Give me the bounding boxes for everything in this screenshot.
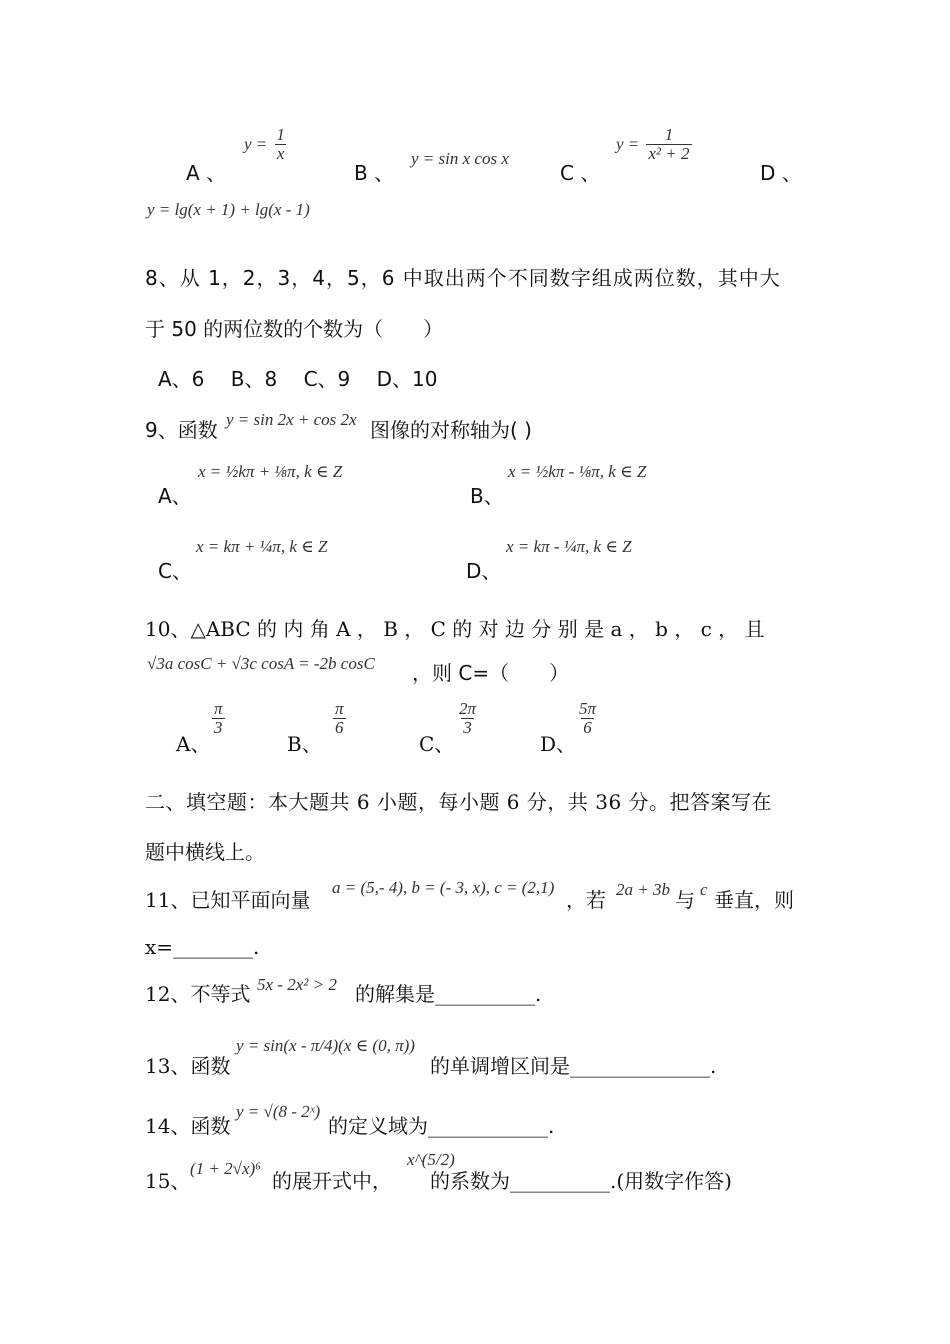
q8-question-line1: 8、从 1，2，3，4，5，6 中取出两个不同数字组成两位数，其中大 bbox=[145, 266, 781, 290]
q15-mid: 的展开式中， bbox=[272, 1169, 392, 1193]
q7-option-a-label: A 、 bbox=[186, 161, 227, 185]
q11-vectors: a = (5,- 4), b = (- 3, x), c = (2,1) bbox=[332, 878, 555, 897]
q10-b-numerator: π bbox=[335, 699, 344, 718]
q10-d-denominator: 6 bbox=[583, 718, 592, 737]
q9-option-c-formula: x = kπ + ¼π, k ∈ Z bbox=[196, 537, 328, 556]
q11-suffix: 垂直，则 bbox=[714, 888, 794, 912]
q10-b-denominator: 6 bbox=[335, 718, 344, 737]
q10-option-a-label: A、 bbox=[176, 732, 211, 756]
q7-c-denominator: x² + 2 bbox=[648, 144, 690, 163]
q10-equation: √3a cosC + √3c cosA = -2b cosC bbox=[147, 654, 375, 673]
q14-function: y = √(8 - 2ˣ) bbox=[236, 1102, 321, 1121]
q7-option-a-formula: y = $\frac{1}{x}$ bbox=[244, 125, 285, 163]
q7-a-numerator: 1 bbox=[276, 125, 285, 144]
q7-option-d-formula: y = lg(x + 1) + lg(x - 1) bbox=[147, 200, 310, 219]
q9-option-b-label: B、 bbox=[470, 484, 504, 508]
q10-a-denominator: 3 bbox=[214, 718, 223, 737]
q11-prefix: 11、已知平面向量 bbox=[145, 888, 311, 912]
q15-prefix: 15、 bbox=[145, 1169, 191, 1193]
q15-term: x^(5/2) bbox=[407, 1150, 455, 1169]
q10-option-d-formula bbox=[575, 700, 600, 737]
q11-mid: ，若 bbox=[566, 888, 606, 912]
q7-c-numerator: 1 bbox=[664, 125, 674, 144]
q13-prefix: 13、函数 bbox=[145, 1054, 231, 1078]
q10-suffix: ，则 C=（ ） bbox=[412, 661, 570, 685]
q10-option-b-label: B、 bbox=[287, 732, 322, 756]
q10-option-c-label: C、 bbox=[419, 732, 455, 756]
q11-mid2: 与 bbox=[675, 888, 695, 912]
q10-option-c-formula bbox=[455, 700, 480, 737]
q10-question-line1: 10、△ABC 的 内 角 A ， B ， C 的 对 边 分 别 是 a ， b ， c ， 且 bbox=[145, 617, 765, 641]
q7-option-b-label: B 、 bbox=[354, 161, 395, 185]
q9-option-a-label: A、 bbox=[158, 484, 192, 508]
q13-function: y = sin(x - π/4)(x ∈ (0, π)) bbox=[236, 1036, 415, 1055]
q12-prefix: 12、不等式 bbox=[145, 982, 251, 1006]
q12-inequality: 5x - 2x² > 2 bbox=[257, 975, 337, 994]
q9-option-c-label: C、 bbox=[158, 559, 192, 583]
q8-options: A、6 B、8 C、9 D、10 bbox=[158, 367, 438, 391]
q9-option-a-formula: x = ½kπ + ⅛π, k ∈ Z bbox=[198, 462, 343, 481]
q10-option-a-formula bbox=[210, 700, 227, 737]
q10-d-numerator: 5π bbox=[579, 699, 597, 718]
q14-prefix: 14、函数 bbox=[145, 1114, 231, 1138]
q7-option-c-formula: y = $\frac{1}{\text{x² + 2}}$ bbox=[616, 125, 690, 163]
q11-vector-c: c bbox=[700, 880, 708, 899]
q10-option-d-label: D、 bbox=[540, 732, 577, 756]
q11-expression: 2a + 3b bbox=[616, 880, 670, 899]
q10-c-numerator: 2π bbox=[459, 699, 477, 718]
q13-suffix: 的单调增区间是______________. bbox=[430, 1054, 717, 1078]
q10-c-denominator: 3 bbox=[463, 718, 472, 737]
q12-suffix: 的解集是__________. bbox=[355, 982, 542, 1006]
q9-option-d-formula: x = kπ - ¼π, k ∈ Z bbox=[506, 537, 632, 556]
q15-expression: (1 + 2√x)⁶ bbox=[190, 1159, 262, 1178]
q7-option-d-label: D 、 bbox=[760, 161, 802, 185]
q7-option-b-formula: y = sin x cos x bbox=[411, 149, 509, 168]
q9-option-b-formula: x = ½kπ - ⅛π, k ∈ Z bbox=[508, 462, 647, 481]
q9-option-d-label: D、 bbox=[466, 559, 502, 583]
q10-option-b-formula bbox=[331, 700, 348, 737]
q9-suffix: 图像的对称轴为( ) bbox=[370, 418, 532, 442]
q11-answer-line: x=________. bbox=[145, 935, 260, 959]
q8-question-line2: 于 50 的两位数的个数为（ ） bbox=[145, 317, 444, 341]
q9-function: y = sin 2x + cos 2x bbox=[226, 410, 357, 429]
q7-a-denominator: x bbox=[276, 144, 285, 163]
q10-a-numerator: π bbox=[214, 699, 223, 718]
section2-heading-line2: 题中横线上。 bbox=[145, 840, 265, 864]
section2-heading-line1: 二、填空题：本大题共 6 小题，每小题 6 分，共 36 分。把答案写在 bbox=[145, 790, 773, 814]
q14-suffix: 的定义域为____________. bbox=[328, 1114, 555, 1138]
q9-prefix: 9、函数 bbox=[145, 418, 218, 442]
q15-suffix: 的系数为__________.(用数字作答) bbox=[430, 1169, 732, 1193]
q7-option-c-label: C 、 bbox=[560, 161, 601, 185]
